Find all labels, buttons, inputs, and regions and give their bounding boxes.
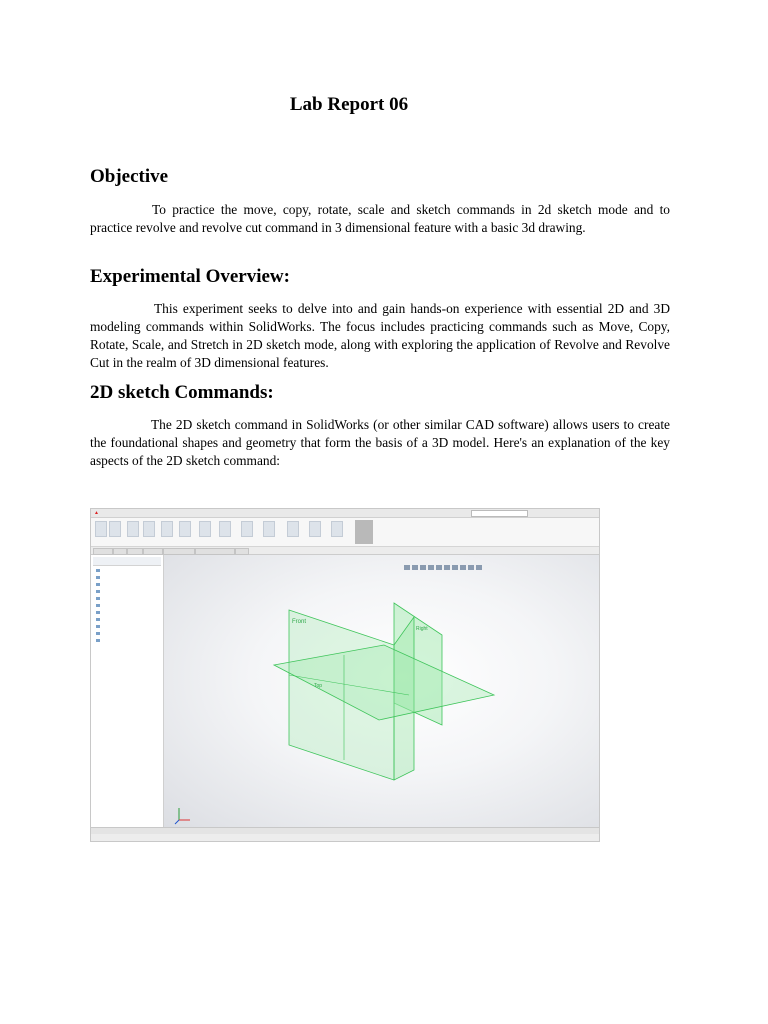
tree-item xyxy=(96,638,102,643)
tree-item xyxy=(96,589,102,594)
ribbon-button xyxy=(241,521,253,537)
tree-item xyxy=(96,617,102,622)
tab xyxy=(113,548,127,555)
tree-item xyxy=(96,603,102,608)
tree-item xyxy=(96,631,102,636)
tab xyxy=(93,548,113,555)
ribbon-large-button xyxy=(355,520,373,544)
tree-item xyxy=(96,575,102,580)
report-title: Lab Report 06 xyxy=(289,94,409,115)
tree-item xyxy=(96,582,102,587)
tree-item xyxy=(96,596,102,601)
plane-label-front: Front xyxy=(292,619,307,625)
tree-item xyxy=(96,610,102,615)
ribbon-button xyxy=(179,521,191,537)
solidworks-logo-icon: ▲ xyxy=(94,510,99,516)
paragraph-2d-sketch-commands xyxy=(90,416,670,470)
ribbon-button xyxy=(109,521,121,537)
tab xyxy=(127,548,143,555)
paragraph-experimental-overview-text: This experiment seeks to delve into and gain hands-on experience with essential 2D and 3D modeling commands within SolidWorks. The focus includes practicing commands such as Move, Copy, Rotate, Scale, and Stretch in 2D sketch mode, along with exploring the application of Revolve and Revolve Cut in the realm of 3D dimensional features. xyxy=(90,301,670,370)
paragraph-objective-text: To practice the move, copy, rotate, scale and sketch commands in 2d sketch mode and to practice revolve and revolve cut command in 3 dimensional feature with a basic 3d drawing. xyxy=(90,202,670,235)
graphics-viewport xyxy=(164,555,599,827)
plane-label-right: Right xyxy=(416,626,428,632)
paragraph-2d-sketch-commands-text: The 2D sketch command in SolidWorks (or other similar CAD software) allows users to create the foundational shapes and geometry that form the basis of a 3D model. Here's an explanation of the key aspects of the 2D sketch command: xyxy=(90,417,670,468)
bottom-tabs xyxy=(91,827,599,834)
paragraph-objective xyxy=(90,201,670,237)
tab xyxy=(163,548,195,555)
heading-2d-sketch-commands: 2D sketch Commands: xyxy=(90,382,274,403)
triad-axis-icon xyxy=(174,805,194,825)
heading-objective: Objective xyxy=(90,166,169,187)
tree-item xyxy=(96,624,102,629)
ribbon-button xyxy=(219,521,231,537)
ribbon-button xyxy=(199,521,211,537)
solidworks-screenshot xyxy=(90,508,600,842)
window-titlebar xyxy=(91,509,599,518)
status-bar xyxy=(91,834,599,841)
tree-item xyxy=(96,568,102,573)
ribbon-button xyxy=(287,521,299,537)
ribbon-button xyxy=(95,521,107,537)
reference-planes-graphic xyxy=(164,555,599,827)
tab xyxy=(195,548,235,555)
tab xyxy=(143,548,163,555)
search-box xyxy=(471,510,528,517)
command-ribbon xyxy=(91,518,599,547)
ribbon-button xyxy=(143,521,155,537)
plane-label-top: Top xyxy=(314,683,323,689)
ribbon-button xyxy=(331,521,343,537)
ribbon-button xyxy=(127,521,139,537)
ribbon-button xyxy=(161,521,173,537)
command-tabs xyxy=(91,547,599,555)
tab xyxy=(235,548,249,555)
feature-tree-toolbar xyxy=(93,557,161,566)
ribbon-button xyxy=(309,521,321,537)
heading-experimental-overview: Experimental Overview: xyxy=(90,266,290,287)
ribbon-button xyxy=(263,521,275,537)
paragraph-experimental-overview xyxy=(90,300,670,372)
feature-tree-panel xyxy=(91,555,164,827)
